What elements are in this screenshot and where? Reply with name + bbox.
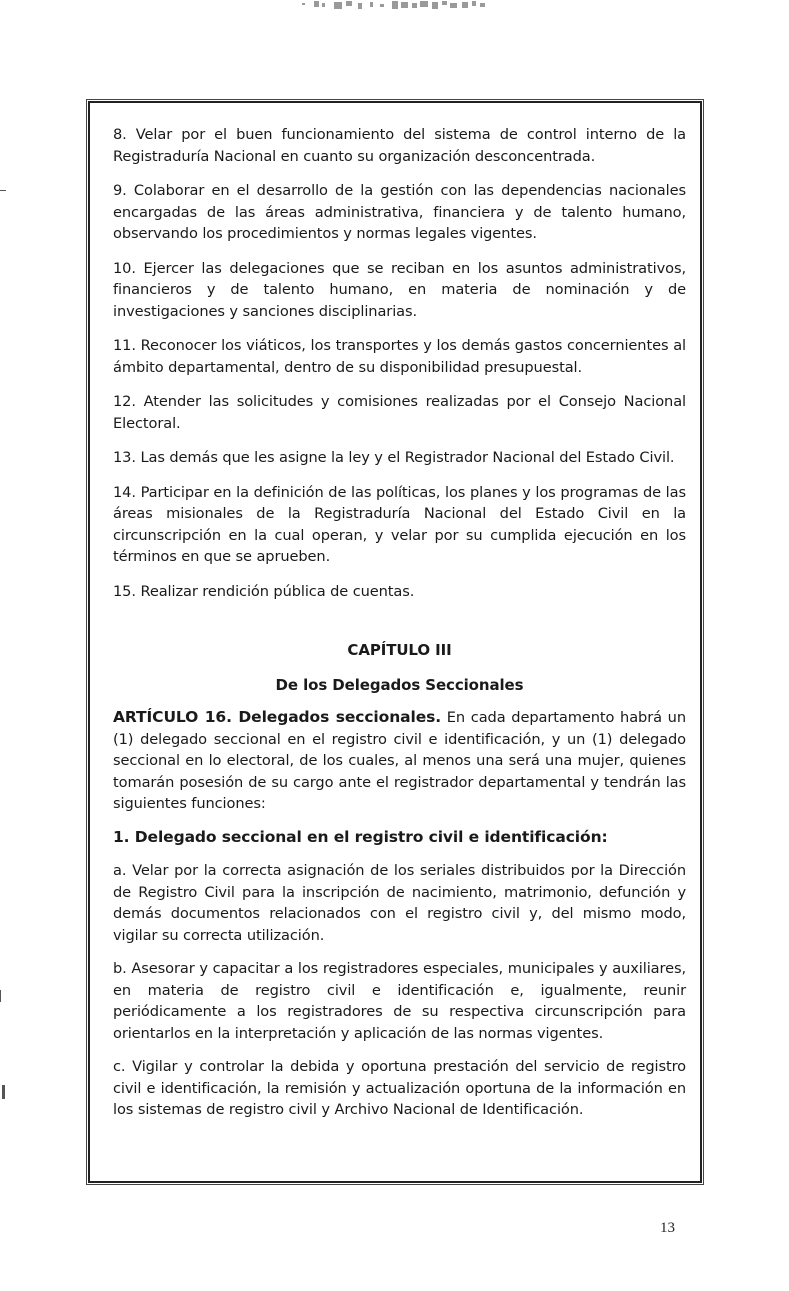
list-item: 10. Ejercer las delegaciones que se reciban en los asuntos administrativos, financieros y de talento humano, en materia de nominación y de investigaciones y sanciones disciplinarias. (113, 259, 686, 320)
page-number: 13 (660, 1220, 675, 1236)
list-item: 11. Reconocer los viáticos, los transportes y los demás gastos concernientes al ámbito departamental, dentro de su disponibilidad presupuestal. (113, 337, 686, 376)
article-body: En cada departamento habrá un (1) delegado seccional en el registro civil e identificación, y un (1) delegado seccional en lo electoral, de los cuales, al menos una será una mujer, quienes tomarán posesión de su cargo ante el registrador departamental y tendrán las siguientes funciones: (113, 709, 686, 812)
scan-noise-artifact (300, 0, 490, 14)
article-title: ARTÍCULO 16. Delegados seccionales. (113, 708, 442, 726)
section-paragraph: c. Vigilar y controlar la debida y oportuna prestación del servicio de registro civil e identificación, la remisión y actualización oportuna de la información en los sistemas de registro civil y Archivo Nacional de Identificación. (113, 1058, 686, 1118)
document-body (113, 124, 686, 1133)
scan-margin-mark (2, 1085, 5, 1099)
section-title: 1. Delegado seccional en el registro civil e identificación: (113, 827, 608, 846)
scan-margin-mark (0, 990, 1, 1002)
list-item: 8. Velar por el buen funcionamiento del sistema de control interno de la Registraduría Nacional en cuanto su organización desconcentrada. (113, 126, 686, 165)
list-item: 15. Realizar rendición pública de cuentas. (113, 582, 415, 600)
section-paragraph: a. Velar por la correcta asignación de los seriales distribuidos por la Dirección de Registro Civil para la inscripción de nacimiento, matrimonio, defunción y demás documentos relacionados con el registro civil y, del mismo modo, vigilar su correcta utilización. (113, 862, 686, 944)
article-paragraph (113, 707, 686, 815)
section-paragraph: b. Asesorar y capacitar a los registradores especiales, municipales y auxiliares, en materia de registro civil e identificación e, igualmente, reunir periódicamente a los registradores de su respectiva circunscripción para orientarlos en la interpretación y aplicación de las normas vigentes. (113, 960, 686, 1042)
list-item: 12. Atender las solicitudes y comisiones realizadas por el Consejo Nacional Electoral. (113, 393, 686, 432)
list-item: 14. Participar en la definición de las políticas, los planes y los programas de las áreas misionales de la Registraduría Nacional del Estado Civil en la circunscripción en la cual operan, y velar por su cumplida ejecución en los términos en que se aprueben. (113, 483, 686, 565)
list-item: 9. Colaborar en el desarrollo de la gestión con las dependencias nacionales encargadas de las áreas administrativa, financiera y de talento humano, observando los procedimientos y normas legales vigentes. (113, 182, 686, 242)
scan-margin-mark (0, 190, 6, 191)
list-item: 13. Las demás que les asigne la ley y el Registrador Nacional del Estado Civil. (113, 449, 675, 466)
chapter-title: CAPÍTULO III (347, 641, 452, 659)
chapter-subtitle: De los Delegados Seccionales (275, 675, 524, 694)
